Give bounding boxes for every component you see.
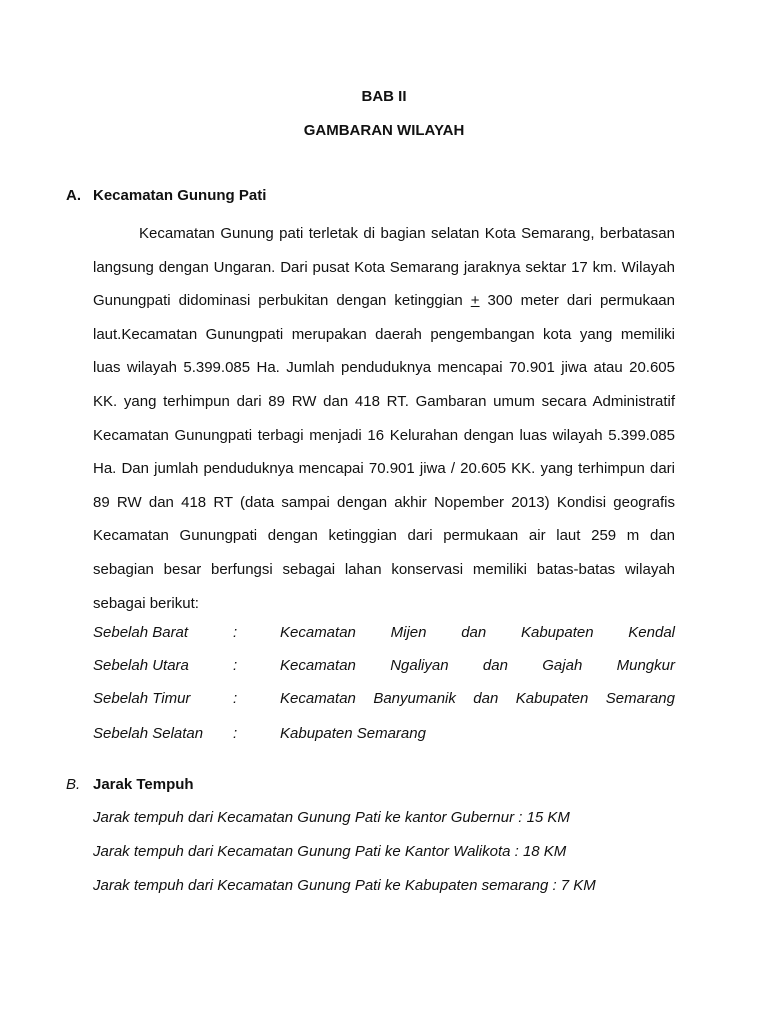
border-colon: : xyxy=(233,725,238,742)
plus-minus-sign: + xyxy=(470,292,480,310)
border-desc: Kabupaten Semarang xyxy=(280,725,426,742)
border-desc: Kecamatan Mijen dan Kabupaten Kendal xyxy=(280,624,675,641)
distance-line-governor: Jarak tempuh dari Kecamatan Gunung Pati ke kantor Gubernur : 15 KM xyxy=(93,809,570,826)
section-b-heading xyxy=(66,776,194,793)
border-side: Sebelah Selatan xyxy=(93,725,204,742)
section-a-heading xyxy=(66,187,266,204)
border-side: Sebelah Utara xyxy=(93,657,189,674)
section-a-letter: A. xyxy=(66,187,81,204)
paragraph-part-2: 300 meter dari permukaan laut.Kecamatan Gunungpati merupakan daerah pengembangan kota yang memiliki luas wilayah 5.399.085 Ha. Jumlah penduduknya mencapai 70.901 jiwa atau 20.605 KK. yang terhimpun dari 89 RW dan 418 RT. Gambaran umum secara Administratif Kecamatan Gunungpati terbagi menjadi 16 Kelurahan dengan luas wilayah 5.399.085 Ha. Dan jumlah penduduknya mencapai 70.901 jiwa / 20.605 KK. yang terhimpun dari 89 RW dan 418 RT (data sampai dengan akhir Nopember 2013) Kondisi geografis Kecamatan Gunungpati dengan ketinggian dari permukaan air laut 259 m dan sebagian besar berfungsi sebagai lahan konservasi memiliki batas-batas wilayah sebagai berikut: xyxy=(93,292,675,612)
distance-line-regency: Jarak tempuh dari Kecamatan Gunung Pati ke Kabupaten semarang : 7 KM xyxy=(93,877,596,894)
border-colon: : xyxy=(233,690,238,707)
border-colon: : xyxy=(233,657,238,674)
border-row-west xyxy=(93,624,675,644)
border-desc: Kecamatan Banyumanik dan Kabupaten Semarang xyxy=(280,690,675,707)
border-colon: : xyxy=(233,624,238,641)
section-b-letter: B. xyxy=(66,776,81,793)
border-row-south xyxy=(93,725,675,745)
distance-line-mayor: Jarak tempuh dari Kecamatan Gunung Pati ke Kantor Walikota : 18 KM xyxy=(93,843,567,860)
section-b-title: Jarak Tempuh xyxy=(93,776,194,793)
section-a-title: Kecamatan Gunung Pati xyxy=(93,187,267,204)
chapter-label: BAB II xyxy=(361,88,407,105)
border-side: Sebelah Barat xyxy=(93,624,189,641)
border-row-east xyxy=(93,690,675,710)
border-side: Sebelah Timur xyxy=(93,690,191,707)
paragraph-part-1: Kecamatan Gunung pati terletak di bagian selatan Kota Semarang, berbatasan langsung dengan Ungaran. Dari pusat Kota Semarang jaraknya sektar 17 km. Wilayah Gunungpati didominasi perbukitan dengan ketinggian xyxy=(93,225,675,310)
border-desc: Kecamatan Ngaliyan dan Gajah Mungkur xyxy=(280,657,675,674)
section-a-paragraph xyxy=(93,217,675,620)
page-title: GAMBARAN WILAYAH xyxy=(303,122,465,139)
border-row-north xyxy=(93,657,675,677)
